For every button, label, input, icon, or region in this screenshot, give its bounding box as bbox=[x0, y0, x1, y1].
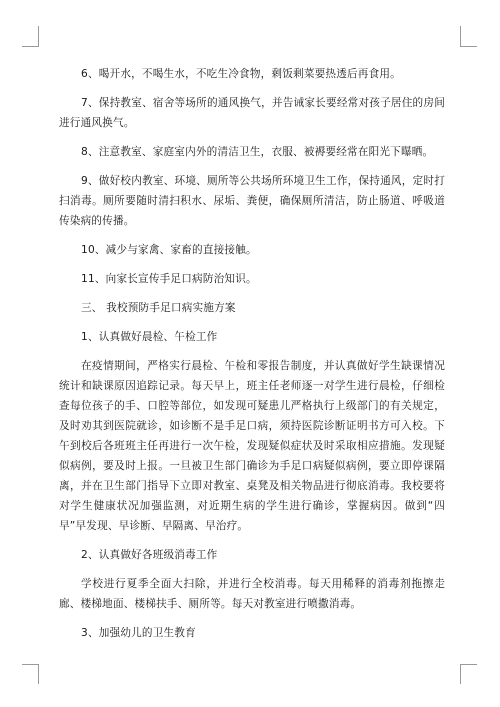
paragraph-item-11: 11、向家长宣传手足口病防治知识。 bbox=[81, 273, 257, 285]
paragraph-item-8: 8、注意教室、家庭室内外的清洁卫生，衣服、被褥要经常在阳光下曝晒。 bbox=[81, 146, 434, 158]
crop-mark-top-right-h bbox=[460, 46, 477, 47]
paragraph-disinfection: 学校进行夏季全面大扫除，并进行全校消毒。每天用稀释的消毒剂拖擦走廊、楼梯地面、楼梯扶手、厕所等。每天对教室进行喷撒消毒。 bbox=[59, 578, 445, 610]
subheading-disinfection: 2、认真做好各班级消毒工作 bbox=[81, 549, 218, 561]
subheading-hygiene-education: 3、加强幼儿的卫生教育 bbox=[81, 627, 196, 639]
crop-mark-bottom-left-h bbox=[22, 664, 39, 665]
crop-mark-bottom-left bbox=[38, 664, 39, 684]
crop-mark-top-right bbox=[460, 26, 461, 46]
section-heading-3: 三、 我校预防手足口病实施方案 bbox=[81, 302, 236, 314]
paragraph-item-6: 6、喝开水，不喝生水，不吃生冷食物，剩饭剩菜要热透后再食用。 bbox=[81, 68, 401, 80]
crop-mark-bottom-right-h bbox=[460, 664, 477, 665]
document-body bbox=[59, 64, 445, 652]
paragraph-item-10: 10、减少与家禽、家畜的直接接触。 bbox=[81, 244, 257, 256]
subheading-morning-check: 1、认真做好晨检、午检工作 bbox=[81, 331, 218, 343]
crop-mark-top-left-h bbox=[22, 46, 39, 47]
paragraph-morning-check: 在疫情期间，严格实行晨检、午检和零报告制度，并认真做好学生缺课情况统计和缺课原因追踪记录。每天早上，班主任老师逐一对学生进行晨检，仔细检查每位孩子的手、口腔等部位，如发现可疑患儿严格执行上级部门的有关规定，及时劝其到医院就诊，如诊断不是手足口病，须持医院诊断证明书方可入校。下午到校后各班班主任再进行一次午检，发现疑似症状及时采取相应措施。发现疑似病例，要及时上报。一旦被卫生部门确诊为手足口病疑似病例，要立即停课隔离，并在卫生部门指导下立即对教室、桌凳及相关物品进行彻底消毒。我校要将对学生健康状况加强监测，对近期生病的学生进行确诊，掌握病因。做到“四早”早发现、早诊断、早隔离、早治疗。 bbox=[59, 360, 445, 532]
crop-mark-top-left bbox=[38, 26, 39, 46]
crop-mark-bottom-right bbox=[460, 664, 461, 684]
paragraph-item-7: 7、保持教室、宿舍等场所的通风换气，并告诫家长要经常对孩子居住的房间进行通风换气。 bbox=[59, 97, 445, 129]
paragraph-item-9: 9、做好校内教室、环境、厕所等公共场所环境卫生工作，保持通风，定时打扫消毒。厕所要随时清扫积水、尿垢、粪便，确保厕所清洁，防止肠道、呼吸道传染病的传播。 bbox=[59, 175, 445, 227]
